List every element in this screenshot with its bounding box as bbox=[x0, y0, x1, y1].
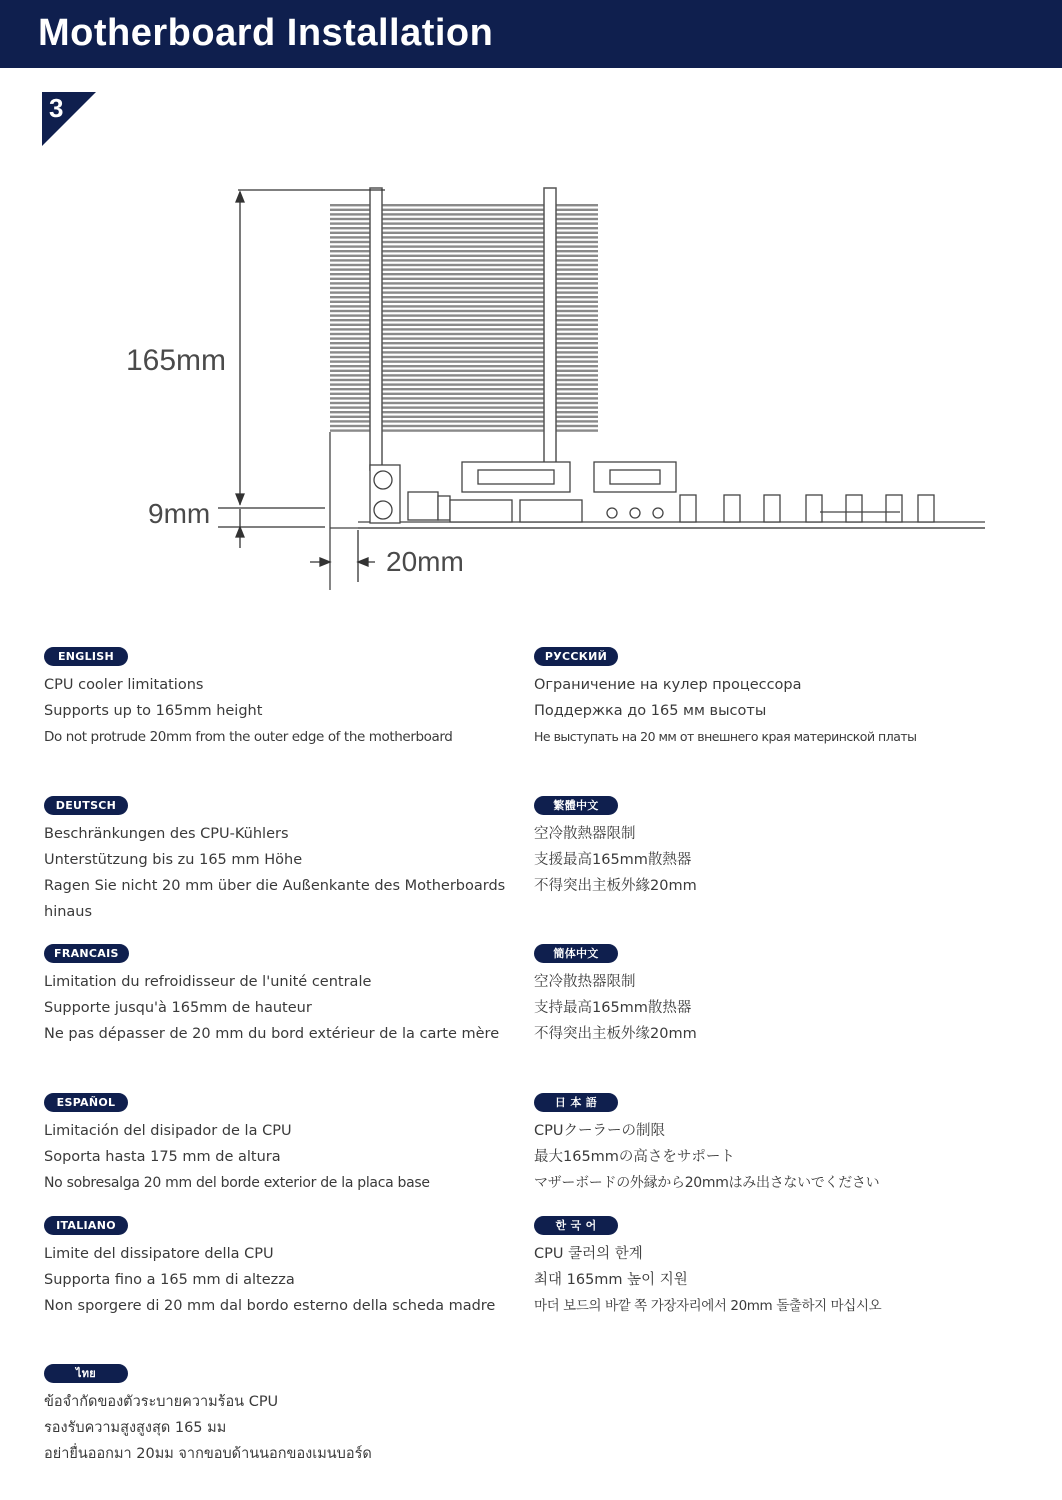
edge-dimension bbox=[310, 530, 375, 582]
lang-line: CPU 쿨러의 한계 bbox=[534, 1246, 643, 1262]
standoff-dimension bbox=[218, 508, 325, 548]
lang-line: อย่ายื่นออกมา 20มม จากขอบด้านนอกของเมนบอร์ด bbox=[44, 1446, 372, 1462]
lang-line: マザーボードの外縁から20mmはみ出さないでください bbox=[534, 1175, 880, 1191]
lang-badge: 簡体中文 bbox=[534, 944, 618, 963]
lang-line: 支持最高165mm散热器 bbox=[534, 1000, 692, 1016]
page-title: Motherboard Installation bbox=[38, 12, 494, 54]
lang-line: Supports up to 165mm height bbox=[44, 703, 263, 719]
lang-badge: FRANCAIS bbox=[44, 944, 129, 963]
lang-english bbox=[44, 645, 534, 750]
page-header bbox=[0, 0, 1062, 68]
lang-badge: ITALIANO bbox=[44, 1216, 128, 1235]
lang-line: Поддержка до 165 мм высоты bbox=[534, 703, 767, 719]
lang-line: Unterstützung bis zu 165 mm Höhe bbox=[44, 852, 303, 868]
lang-japanese bbox=[534, 1091, 1024, 1196]
lang-thai bbox=[44, 1362, 534, 1467]
lang-simp-chinese bbox=[534, 942, 1024, 1047]
lang-line: Do not protrude 20mm from the outer edge of the motherboard bbox=[44, 729, 453, 745]
lang-line: No sobresalga 20 mm del borde exterior de la placa base bbox=[44, 1175, 430, 1191]
clearance-diagram bbox=[100, 170, 1000, 590]
lang-line: 마더 보드의 바깥 쪽 가장자리에서 20mm 돌출하지 마십시오 bbox=[534, 1298, 882, 1314]
lang-korean bbox=[534, 1214, 1034, 1319]
lang-line: Ne pas dépasser de 20 mm du bord extérieur de la carte mère bbox=[44, 1026, 500, 1042]
standoff-label: 9mm bbox=[148, 498, 211, 529]
lang-line: Ragen Sie nicht 20 mm über die Außenkante des Motherboards hinaus bbox=[44, 878, 506, 920]
lang-line: CPU cooler limitations bbox=[44, 677, 204, 693]
lang-line: 不得突出主板外缘20mm bbox=[534, 1026, 697, 1042]
lang-line: Supporte jusqu'à 165mm de hauteur bbox=[44, 1000, 312, 1016]
height-label: 165mm bbox=[126, 344, 227, 377]
lang-line: 支援最高165mm散熱器 bbox=[534, 852, 692, 868]
lang-espanol bbox=[44, 1091, 534, 1196]
lang-line: 空冷散热器限制 bbox=[534, 974, 636, 990]
lang-line: Beschränkungen des CPU-Kühlers bbox=[44, 826, 289, 842]
lang-badge: РУССКИЙ bbox=[534, 647, 618, 666]
lang-line: 最大165mmの高さをサポート bbox=[534, 1149, 735, 1165]
lang-line: Supporta fino a 165 mm di altezza bbox=[44, 1272, 295, 1288]
lang-badge: ENGLISH bbox=[44, 647, 128, 666]
lang-line: 不得突出主板外緣20mm bbox=[534, 878, 697, 894]
lang-trad-chinese bbox=[534, 794, 1024, 899]
lang-badge: ESPAÑOL bbox=[44, 1093, 128, 1112]
lang-line: Soporta hasta 175 mm de altura bbox=[44, 1149, 281, 1165]
lang-line: Non sporgere di 20 mm dal bordo esterno della scheda madre bbox=[44, 1298, 496, 1314]
lang-badge: 日 本 語 bbox=[534, 1093, 618, 1112]
lang-line: Не выступать на 20 мм от внешнего края материнской платы bbox=[534, 729, 917, 744]
lang-italiano bbox=[44, 1214, 534, 1319]
lang-deutsch bbox=[44, 794, 534, 925]
lang-badge: 한 국 어 bbox=[534, 1216, 618, 1235]
lang-francais bbox=[44, 942, 534, 1047]
lang-line: ข้อจำกัดของตัวระบายความร้อน CPU bbox=[44, 1394, 279, 1410]
lang-russian bbox=[534, 645, 1034, 750]
lang-line: CPUクーラーの制限 bbox=[534, 1123, 665, 1139]
io-panel bbox=[370, 462, 934, 523]
lang-line: Limitation du refroidisseur de l'unité centrale bbox=[44, 974, 372, 990]
lang-line: รองรับความสูงสูงสุด 165 มม bbox=[44, 1420, 227, 1436]
edge-label: 20mm bbox=[386, 546, 464, 577]
lang-badge: ไทย bbox=[44, 1364, 128, 1383]
lang-line: 최대 165mm 높이 지원 bbox=[534, 1272, 688, 1288]
lang-line: Ограничение на кулер процессора bbox=[534, 677, 802, 693]
lang-line: Limite del dissipatore della CPU bbox=[44, 1246, 274, 1262]
lang-badge: 繁體中文 bbox=[534, 796, 618, 815]
lang-badge: DEUTSCH bbox=[44, 796, 128, 815]
step-number: 3 bbox=[49, 93, 64, 123]
lang-line: Limitación del disipador de la CPU bbox=[44, 1123, 292, 1139]
lang-line: 空冷散熱器限制 bbox=[534, 826, 636, 842]
